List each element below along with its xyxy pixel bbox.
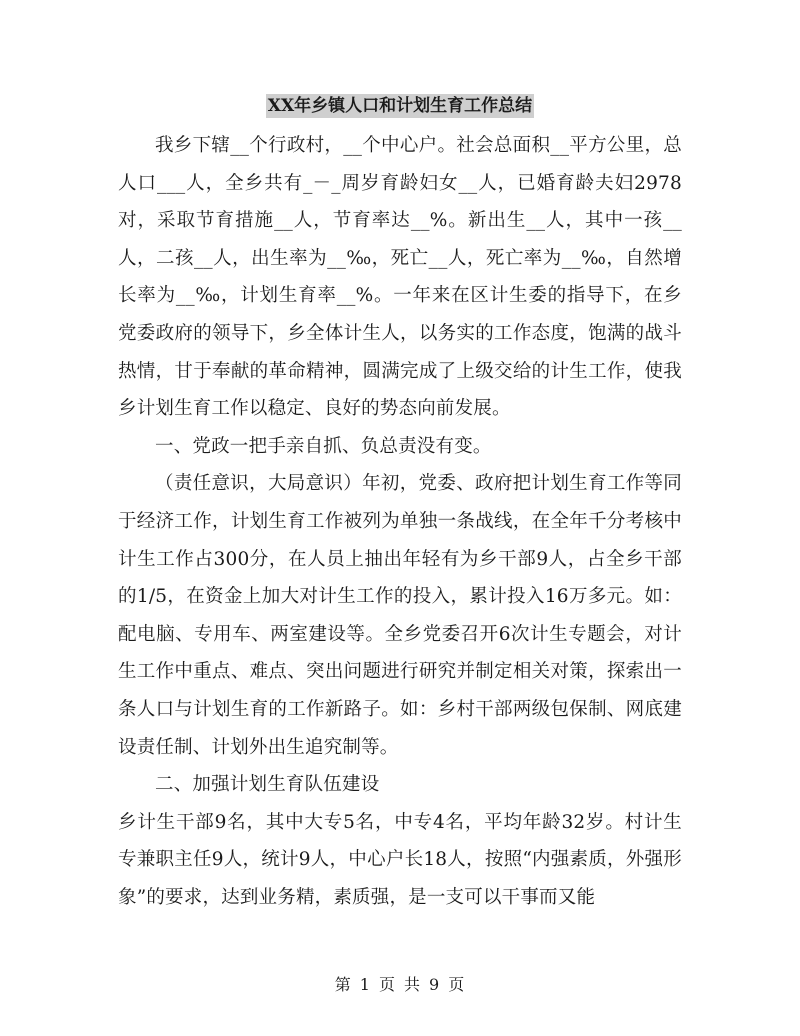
page-footer <box>0 975 800 995</box>
footer-current-page: 1 <box>359 975 371 994</box>
footer-label-page: 第 <box>334 975 352 994</box>
section-heading-2: 二、加强计划生育队伍建设 <box>155 774 380 796</box>
footer-total-pages: 9 <box>429 975 441 994</box>
paragraph-section-1: （责任意识，大局意识）年初，党委、政府把计划生育工作等同于经济工作，计划生育工作被列为单独一条战线，在全年千分考核中计生工作占300分，在人员上抽出年轻有为乡干部9人，占全乡干部的1/5，在资金上加大对计生工作的投入，累计投入16万多元。如：配电脑、专用车、两室建设等。全乡党委召开6次计生专题会，对计生工作中重点、难点、突出问题进行研究并制定相关对策，探索出一条人口与计划生育的工作新路子。如：乡村干部两级包保制、网底建设责任制、计划外出生追究制等。 <box>118 473 682 758</box>
section-heading-1: 一、党政一把手亲自抓、负总责没有变。 <box>155 435 492 457</box>
paragraph-section-2: 乡计生干部9名，其中大专5名，中专4名，平均年龄32岁。村计生专兼职主任9人，统计9人，中心户长18人，按照“内强素质，外强形象”的要求，达到业务精，素质强，是一支可以干事而又能 <box>118 811 682 908</box>
paragraph-overview: 我乡下辖__个行政村，__个中心户。社会总面积__平方公里，总人口___人，全乡共有_－_周岁育龄妇女__人，已婚育龄夫妇2978对，采取节育措施__人，节育率达__%。新出生__人，其中一孩__人，二孩__人，出生率为__‰，死亡__人，死亡率为__‰，自然增长率为__‰，计划生育率__%。一年来在区计生委的指导下，在乡党委政府的领导下，乡全体计生人，以务实的工作态度，饱满的战斗热情，甘于奉献的革命精神，圆满完成了上级交给的计生工作，使我乡计划生育工作以稳定、良好的势态向前发展。 <box>118 135 682 420</box>
document-title: XX年乡镇人口和计划生育工作总结 <box>267 96 533 116</box>
title-container <box>0 94 800 118</box>
footer-label-unit2: 页 <box>448 975 466 994</box>
footer-label-total: 共 <box>404 975 422 994</box>
footer-label-unit: 页 <box>378 975 396 994</box>
document-body <box>118 127 682 916</box>
